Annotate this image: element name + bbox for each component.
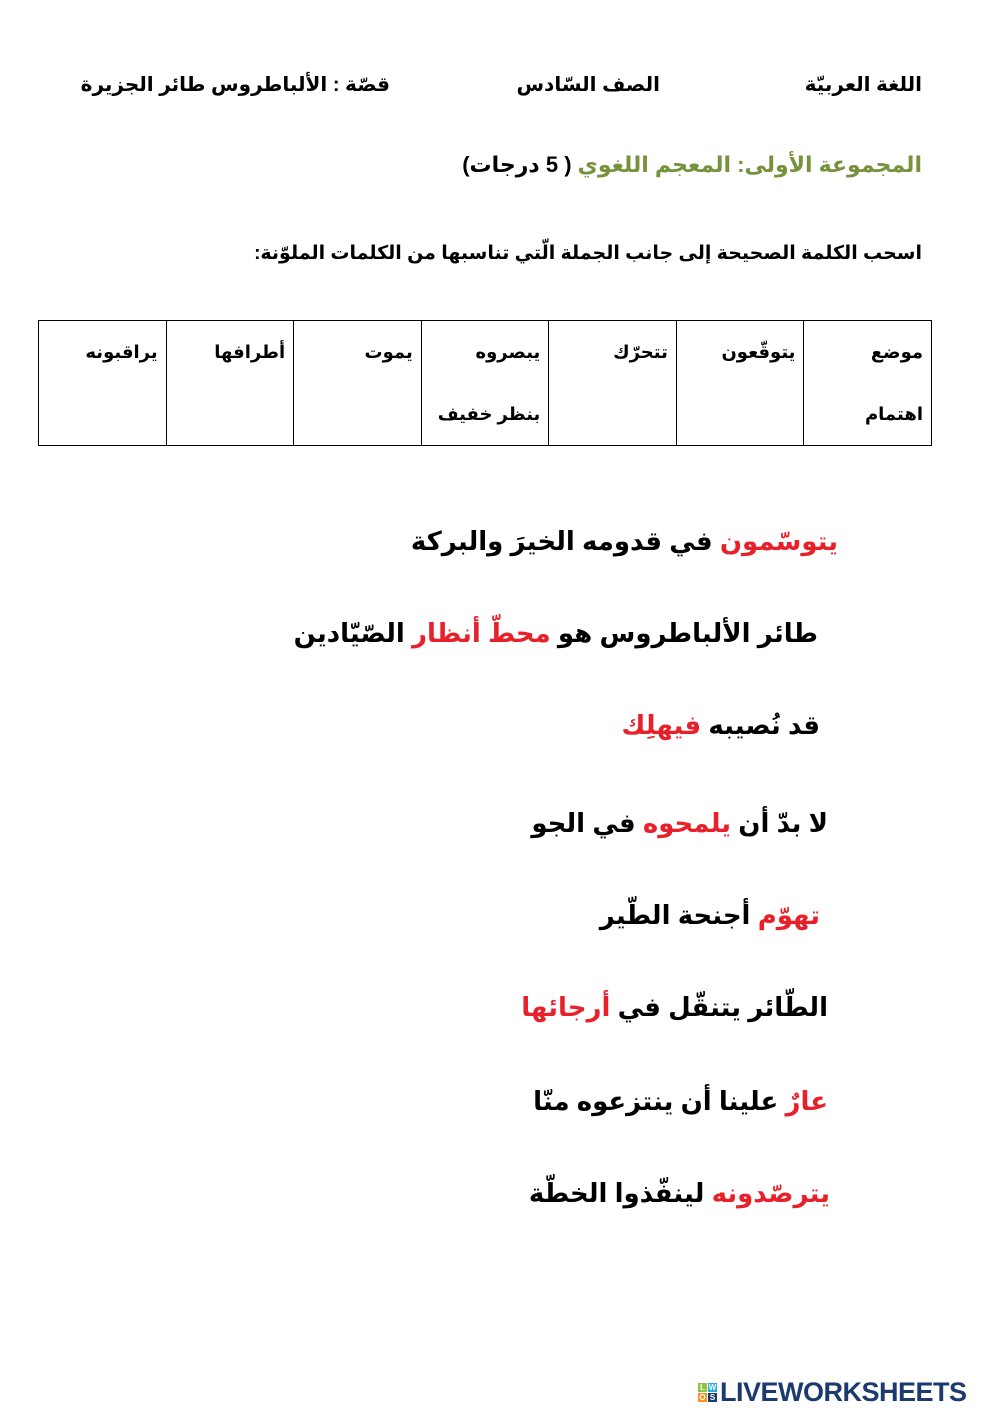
sentence-text: أجنحة الطّير xyxy=(599,900,758,930)
sentence-target-word[interactable]: أرجائها xyxy=(521,992,611,1022)
word-bank-word-line2: بنظر خفيف xyxy=(437,404,541,424)
sentence-7[interactable] xyxy=(533,1086,828,1117)
word-bank-cell[interactable] xyxy=(294,321,422,446)
sentence-target-word[interactable]: يتوسّمون xyxy=(719,526,838,556)
logo-text: LIVEWORKSHEETS xyxy=(720,1376,967,1407)
word-bank-word: يبصروه xyxy=(475,342,541,362)
logo-letter: S xyxy=(709,1392,716,1402)
word-bank-table xyxy=(38,320,932,446)
word-bank-word-line2: اهتمام xyxy=(864,404,923,424)
sentence-3[interactable] xyxy=(622,710,821,741)
sentence-target-word[interactable]: تهوّم xyxy=(757,900,820,930)
sentence-target-word[interactable]: يلمحوه xyxy=(642,808,732,838)
section-title-text: المجموعة الأولى: المعجم اللغوي xyxy=(577,152,922,177)
sentence-text: قد نُصيبه xyxy=(701,710,820,740)
logo-grid-icon xyxy=(698,1383,717,1402)
sentence-text: في الجو xyxy=(531,808,643,838)
sentence-8[interactable] xyxy=(529,1178,830,1209)
section-title xyxy=(462,152,922,178)
word-bank-cell[interactable] xyxy=(166,321,294,446)
subject-label: اللغة العربيّة xyxy=(804,74,922,96)
word-bank-word: يتوقّعون xyxy=(721,342,796,362)
logo-letter: W xyxy=(708,1382,717,1392)
word-bank-word: تتحرّك xyxy=(613,342,668,362)
logo-letter: O xyxy=(699,1392,706,1402)
sentence-target-word[interactable]: يترصّدونه xyxy=(711,1178,830,1208)
sentence-target-word[interactable]: فيهلِك xyxy=(621,710,702,740)
sentence-text: لا بدّ أن xyxy=(731,808,828,838)
word-bank-word: أطرافها xyxy=(214,342,286,362)
liveworksheets-logo xyxy=(698,1377,967,1407)
sentence-text: في قدومه الخيرَ والبركة xyxy=(410,526,720,556)
logo-letter: L xyxy=(698,1383,707,1392)
sentence-text: الطّائر يتنقّل في xyxy=(610,992,828,1022)
sentence-text: طائر الألباطروس هو xyxy=(550,618,818,648)
word-bank-word: يموت xyxy=(364,342,413,362)
word-bank-cell[interactable] xyxy=(804,321,932,446)
word-bank-row xyxy=(39,321,932,446)
instruction-text: اسحب الكلمة الصحيحة إلى جانب الجملة الّتي تناسبها من الكلمات الملوّنة: xyxy=(254,243,922,264)
word-bank-cell[interactable] xyxy=(39,321,167,446)
sentence-6[interactable] xyxy=(521,992,828,1023)
sentence-target-word[interactable]: عارٌ xyxy=(785,1086,828,1116)
sentence-4[interactable] xyxy=(531,808,828,839)
sentence-5[interactable] xyxy=(600,900,820,931)
sentence-2[interactable] xyxy=(294,618,818,649)
sentence-text: الصّيّادين xyxy=(293,618,413,648)
word-bank-word: يراقبونه xyxy=(85,342,158,362)
section-points: ( 5 درجات) xyxy=(462,152,572,177)
sentence-text: علينا أن ينتزعوه منّا xyxy=(533,1086,786,1116)
sentence-1[interactable] xyxy=(411,526,838,557)
sentence-target-word[interactable]: محطّ أنظار xyxy=(412,618,551,648)
grade-label: الصف السّادس xyxy=(516,74,660,96)
story-label: قصّة : الألباطروس طائر الجزيرة xyxy=(80,74,390,96)
word-bank-cell[interactable] xyxy=(421,321,549,446)
word-bank-cell[interactable] xyxy=(549,321,677,446)
sentence-text: لينفّذوا الخطّة xyxy=(528,1178,712,1208)
word-bank-cell[interactable] xyxy=(676,321,804,446)
word-bank-word: موضع xyxy=(870,342,923,362)
